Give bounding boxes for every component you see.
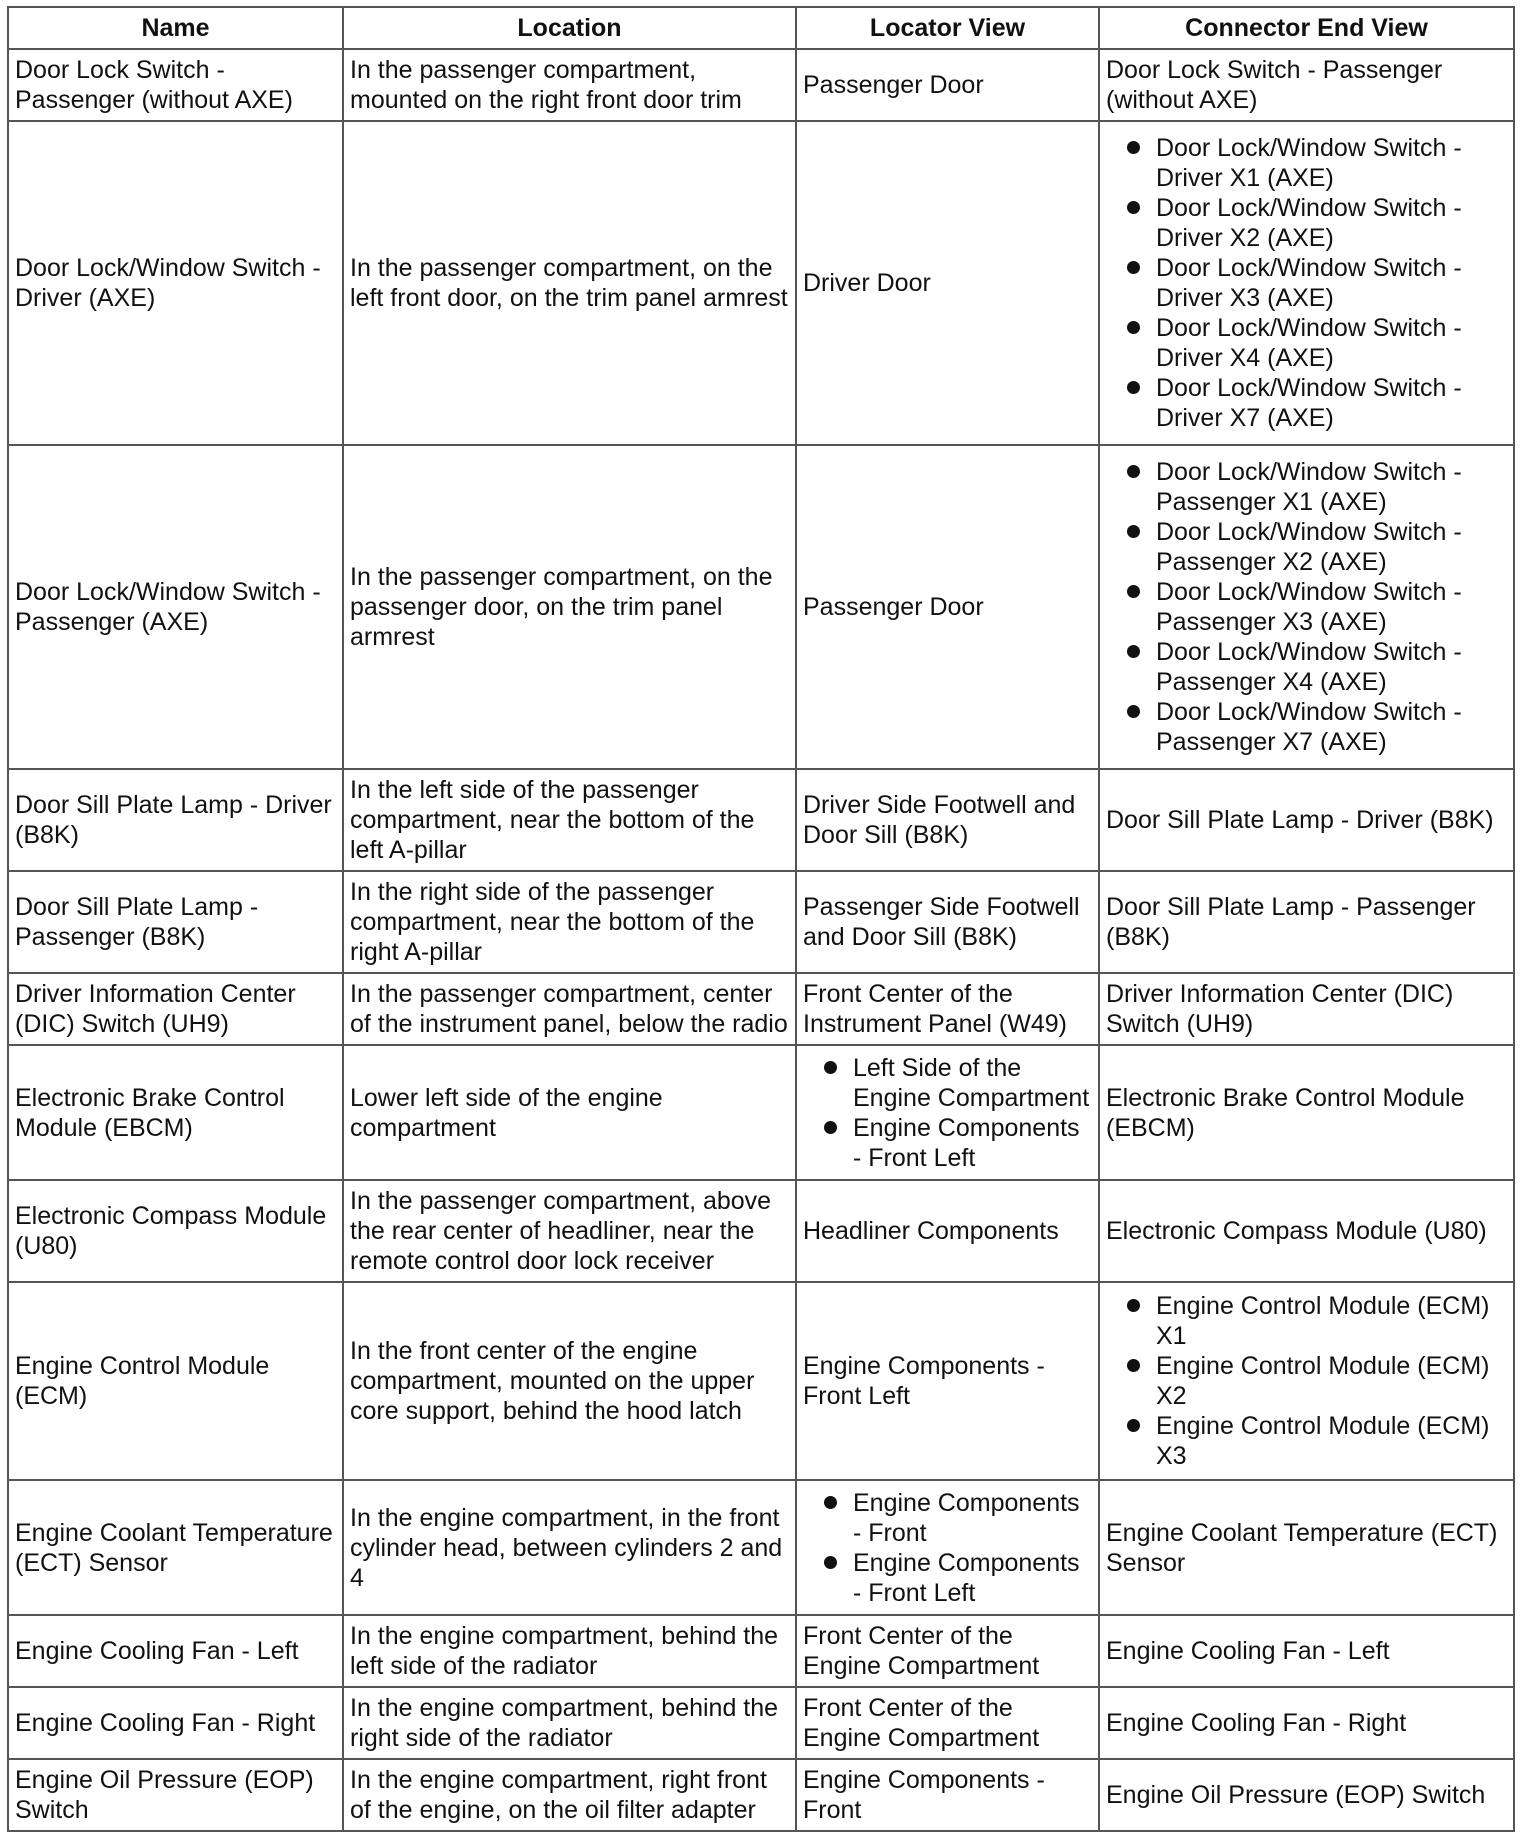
name-cell: Door Lock/Window Switch - Driver (AXE)	[8, 121, 343, 445]
locator-view-cell-text: Driver Door	[803, 269, 931, 297]
bullet-item: Door Lock/Window Switch - Passenger X1 (AXE)	[1106, 457, 1507, 517]
connector-end-view-cell-list	[1106, 1291, 1507, 1471]
locator-view-cell-text: Passenger Side Footwell and Door Sill (B8K)	[803, 893, 1080, 951]
locator-view-cell-text: Driver Side Footwell and Door Sill (B8K)	[803, 791, 1076, 849]
bullet-item: Door Lock/Window Switch - Passenger X3 (AXE)	[1106, 577, 1507, 637]
location-cell: In the passenger compartment, on the left front door, on the trim panel armrest	[343, 121, 796, 445]
locator-view-cell-list	[803, 1053, 1092, 1173]
location-cell: In the engine compartment, behind the left side of the radiator	[343, 1615, 796, 1687]
header-locator-view: Locator View	[796, 7, 1099, 49]
connector-end-view-cell	[1099, 769, 1514, 871]
table-body	[8, 49, 1514, 1831]
locator-view-cell-text: Engine Components - Front	[803, 1766, 1045, 1824]
connector-end-view-cell-text: Engine Oil Pressure (EOP) Switch	[1106, 1781, 1486, 1809]
connector-end-view-cell	[1099, 1480, 1514, 1615]
location-cell: Lower left side of the engine compartment	[343, 1045, 796, 1180]
bullet-item: Door Lock/Window Switch - Passenger X2 (AXE)	[1106, 517, 1507, 577]
locator-view-cell	[796, 1480, 1099, 1615]
table-row	[8, 973, 1514, 1045]
bullet-item: Door Lock/Window Switch - Driver X3 (AXE)	[1106, 253, 1507, 313]
location-cell: In the left side of the passenger compartment, near the bottom of the left A-pillar	[343, 769, 796, 871]
location-cell: In the engine compartment, right front of the engine, on the oil filter adapter	[343, 1759, 796, 1831]
locator-view-cell	[796, 1687, 1099, 1759]
bullet-item: Left Side of the Engine Compartment	[803, 1053, 1092, 1113]
bullet-item: Engine Components - Front Left	[803, 1548, 1092, 1608]
name-cell: Engine Control Module (ECM)	[8, 1282, 343, 1480]
bullet-item: Engine Control Module (ECM) X2	[1106, 1351, 1507, 1411]
bullet-item: Door Lock/Window Switch - Driver X2 (AXE)	[1106, 193, 1507, 253]
location-cell: In the passenger compartment, above the rear center of headliner, near the remote control door lock receiver	[343, 1180, 796, 1282]
table-row	[8, 121, 1514, 445]
connector-end-view-cell	[1099, 49, 1514, 121]
locator-view-cell	[796, 871, 1099, 973]
locator-view-cell-text: Front Center of the Engine Compartment	[803, 1622, 1040, 1680]
connector-end-view-cell	[1099, 1615, 1514, 1687]
header-location: Location	[343, 7, 796, 49]
table-row	[8, 1687, 1514, 1759]
locator-view-cell	[796, 1759, 1099, 1831]
connector-end-view-cell	[1099, 121, 1514, 445]
bullet-item: Door Lock/Window Switch - Driver X1 (AXE)	[1106, 133, 1507, 193]
name-cell: Door Lock Switch - Passenger (without AXE)	[8, 49, 343, 121]
connector-end-view-cell-text: Engine Cooling Fan - Left	[1106, 1637, 1390, 1665]
locator-view-cell	[796, 445, 1099, 769]
location-cell: In the right side of the passenger compartment, near the bottom of the right A-pillar	[343, 871, 796, 973]
locator-view-cell-list	[803, 1488, 1092, 1608]
connector-end-view-cell-text: Engine Cooling Fan - Right	[1106, 1709, 1407, 1737]
connector-end-view-cell	[1099, 1045, 1514, 1180]
table-row	[8, 1180, 1514, 1282]
name-cell: Engine Oil Pressure (EOP) Switch	[8, 1759, 343, 1831]
table-row	[8, 1480, 1514, 1615]
connector-end-view-cell	[1099, 871, 1514, 973]
bullet-item: Door Lock/Window Switch - Passenger X4 (AXE)	[1106, 637, 1507, 697]
name-cell: Electronic Brake Control Module (EBCM)	[8, 1045, 343, 1180]
bullet-item: Door Lock/Window Switch - Driver X7 (AXE)	[1106, 373, 1507, 433]
locator-view-cell	[796, 49, 1099, 121]
connector-end-view-cell	[1099, 973, 1514, 1045]
connector-end-view-cell-text: Electronic Brake Control Module (EBCM)	[1106, 1083, 1465, 1142]
connector-end-view-cell-text: Door Sill Plate Lamp - Passenger (B8K)	[1106, 893, 1476, 951]
name-cell: Engine Coolant Temperature (ECT) Sensor	[8, 1480, 343, 1615]
table-row	[8, 49, 1514, 121]
table-row	[8, 445, 1514, 769]
locator-view-cell-text: Passenger Door	[803, 593, 984, 621]
locator-view-cell	[796, 973, 1099, 1045]
name-cell: Engine Cooling Fan - Left	[8, 1615, 343, 1687]
locator-view-cell-text: Front Center of the Engine Compartment	[803, 1694, 1040, 1752]
connector-end-view-cell-text: Electronic Compass Module (U80)	[1106, 1217, 1487, 1245]
locator-view-cell-text: Engine Components - Front Left	[803, 1352, 1045, 1410]
locator-view-cell	[796, 1045, 1099, 1180]
locator-view-cell-text: Front Center of the Instrument Panel (W49)	[803, 980, 1067, 1038]
table-row	[8, 1282, 1514, 1480]
location-cell: In the front center of the engine compartment, mounted on the upper core support, behind the hood latch	[343, 1282, 796, 1480]
name-cell: Electronic Compass Module (U80)	[8, 1180, 343, 1282]
name-cell: Door Sill Plate Lamp - Passenger (B8K)	[8, 871, 343, 973]
connector-end-view-cell-text: Door Lock Switch - Passenger (without AXE)	[1106, 56, 1443, 114]
connector-end-view-cell	[1099, 1687, 1514, 1759]
connector-end-view-cell	[1099, 445, 1514, 769]
connector-end-view-cell-text: Door Sill Plate Lamp - Driver (B8K)	[1106, 806, 1494, 834]
bullet-item: Engine Components - Front	[803, 1488, 1092, 1548]
locator-view-cell	[796, 769, 1099, 871]
component-locator-table	[7, 6, 1515, 1832]
name-cell: Driver Information Center (DIC) Switch (UH9)	[8, 973, 343, 1045]
location-cell: In the passenger compartment, on the passenger door, on the trim panel armrest	[343, 445, 796, 769]
connector-end-view-cell-text: Engine Coolant Temperature (ECT) Sensor	[1106, 1518, 1498, 1577]
table-row	[8, 1615, 1514, 1687]
locator-view-cell	[796, 1180, 1099, 1282]
location-cell: In the passenger compartment, mounted on the right front door trim	[343, 49, 796, 121]
connector-end-view-cell	[1099, 1282, 1514, 1480]
locator-view-cell	[796, 1615, 1099, 1687]
header-connector-end-view: Connector End View	[1099, 7, 1514, 49]
bullet-item: Door Lock/Window Switch - Passenger X7 (AXE)	[1106, 697, 1507, 757]
bullet-item: Engine Control Module (ECM) X1	[1106, 1291, 1507, 1351]
location-cell: In the engine compartment, in the front cylinder head, between cylinders 2 and 4	[343, 1480, 796, 1615]
table-row	[8, 871, 1514, 973]
connector-end-view-cell-list	[1106, 457, 1507, 757]
locator-view-cell	[796, 121, 1099, 445]
name-cell: Door Lock/Window Switch - Passenger (AXE)	[8, 445, 343, 769]
bullet-item: Engine Control Module (ECM) X3	[1106, 1411, 1507, 1471]
table-row	[8, 769, 1514, 871]
name-cell: Engine Cooling Fan - Right	[8, 1687, 343, 1759]
name-cell: Door Sill Plate Lamp - Driver (B8K)	[8, 769, 343, 871]
connector-end-view-cell	[1099, 1759, 1514, 1831]
location-cell: In the engine compartment, behind the right side of the radiator	[343, 1687, 796, 1759]
header-row	[8, 7, 1514, 49]
connector-end-view-cell-list	[1106, 133, 1507, 433]
locator-view-cell-text: Passenger Door	[803, 71, 984, 99]
table-row	[8, 1045, 1514, 1180]
locator-view-cell	[796, 1282, 1099, 1480]
bullet-item: Door Lock/Window Switch - Driver X4 (AXE)	[1106, 313, 1507, 373]
connector-end-view-cell	[1099, 1180, 1514, 1282]
location-cell: In the passenger compartment, center of the instrument panel, below the radio	[343, 973, 796, 1045]
connector-end-view-cell-text: Driver Information Center (DIC) Switch (UH9)	[1106, 980, 1454, 1038]
locator-view-cell-text: Headliner Components	[803, 1217, 1059, 1245]
bullet-item: Engine Components - Front Left	[803, 1113, 1092, 1173]
table-row	[8, 1759, 1514, 1831]
header-name: Name	[8, 7, 343, 49]
